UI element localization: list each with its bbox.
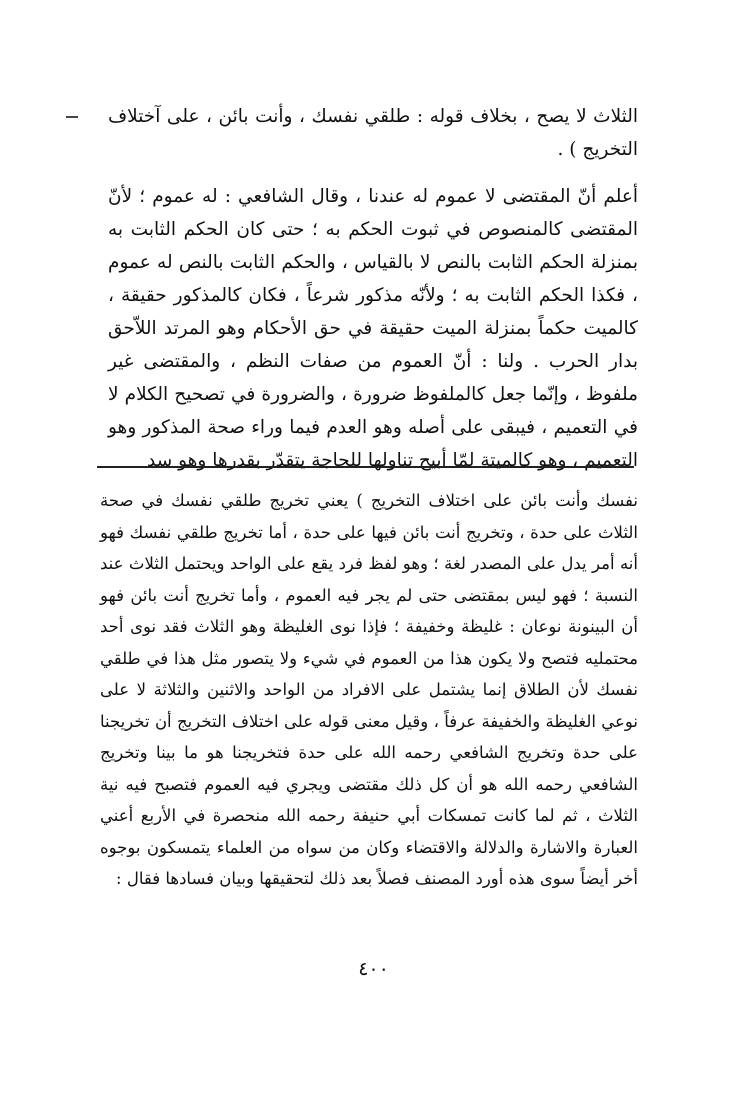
- main-paragraph-2: أعلم أنّ المقتضى لا عموم له عندنا ، وقال الشافعي : له عموم ؛ لأنّ المقتضى كالمنصوص في ثبوت الحكم به ؛ حتى كان الحكم الثابت به بمنزلة الحكم الثابت بالنص لا بالقياس ، والحكم الثابت بالنص له عموم ، فكذا الحكم الثابت به ؛ ولأنّه مذكور شرعاً ، فكان كالمذكور حقيقة ، كالميت حكماً بمنزلة الميت حقيقة في حق الأحكام وهو المرتد اللاّحق بدار الحرب . ولنا : أنّ العموم من صفات النظم ، والمقتضى غير ملفوظ ، وإنّما جعل كالملفوظ ضرورة ، والضرورة في تصحيح الكلام لا في التعميم ، فيبقى على أصله وهو العدم فيما وراء صحة المذكور وهو التعميم ، وهو كالميتة لمّا أبيح تناولها للحاجة يتقدّر بقدرها وهو سد: [108, 186, 638, 471]
- main-body-text: [108, 100, 638, 477]
- footnote-commentary: [100, 485, 638, 895]
- page-number: ٤٠٠: [358, 958, 389, 980]
- footnote-separator: [97, 466, 634, 468]
- footnote-paragraph: نفسك وأنت بائن على اختلاف التخريج ) يعني تخريج طلقي نفسك في صحة الثلاث على حدة ، وتخريج أنت بائن فيها على حدة ، أما تخريج طلقي نفسك فهو أنه أمر يدل على المصدر لغة ؛ وهو لفظ فرد يقع على الواحد ويحتمل الثلاث عند النسبة ؛ فهو ليس بمقتضى حتى لم يجر فيه العموم ، وأما تخريج أنت بائن فهو أن البينونة نوعان : غليظة وخفيفة ؛ فإذا نوى الغليظة وهو الثلاث فقد نوى أحد محتمليه فتصح ولا يكون هذا من العموم في شيء ولا يتصور مثل هذا في طلقي نفسك لأن الطلاق إنما يشتمل على الافراد من الواحد والاثنين والثلاثة لا على نوعي الغليظة والخفيفة عرفاً ، وقيل معنى قوله على اختلاف التخريج أن تخريجنا على حدة وتخريج الشافعي رحمه الله على حدة فتخريجنا هو ما بينا وتخريج الشافعي رحمه الله هو أن كل ذلك مقتضى ويجري فيه العموم فتصبح فيه نية الثلاث ، ثم لما كانت تمسكات أبي حنيفة رحمه الله منحصرة في الأربع أعني العبارة والاشارة والدلالة والاقتضاء وكان من سواه من العلماء يتمسكون بوجوه أخر أيضاً سوى هذه أورد المصنف فصلاً بعد ذلك لتحقيقها وبيان فسادها فقال :: [100, 491, 638, 888]
- main-paragraph-1: الثلاث لا يصح ، بخلاف قوله : طلقي نفسك ، وأنت بائن ، على آختلاف التخريج ) .: [108, 106, 638, 160]
- margin-mark: [66, 116, 78, 118]
